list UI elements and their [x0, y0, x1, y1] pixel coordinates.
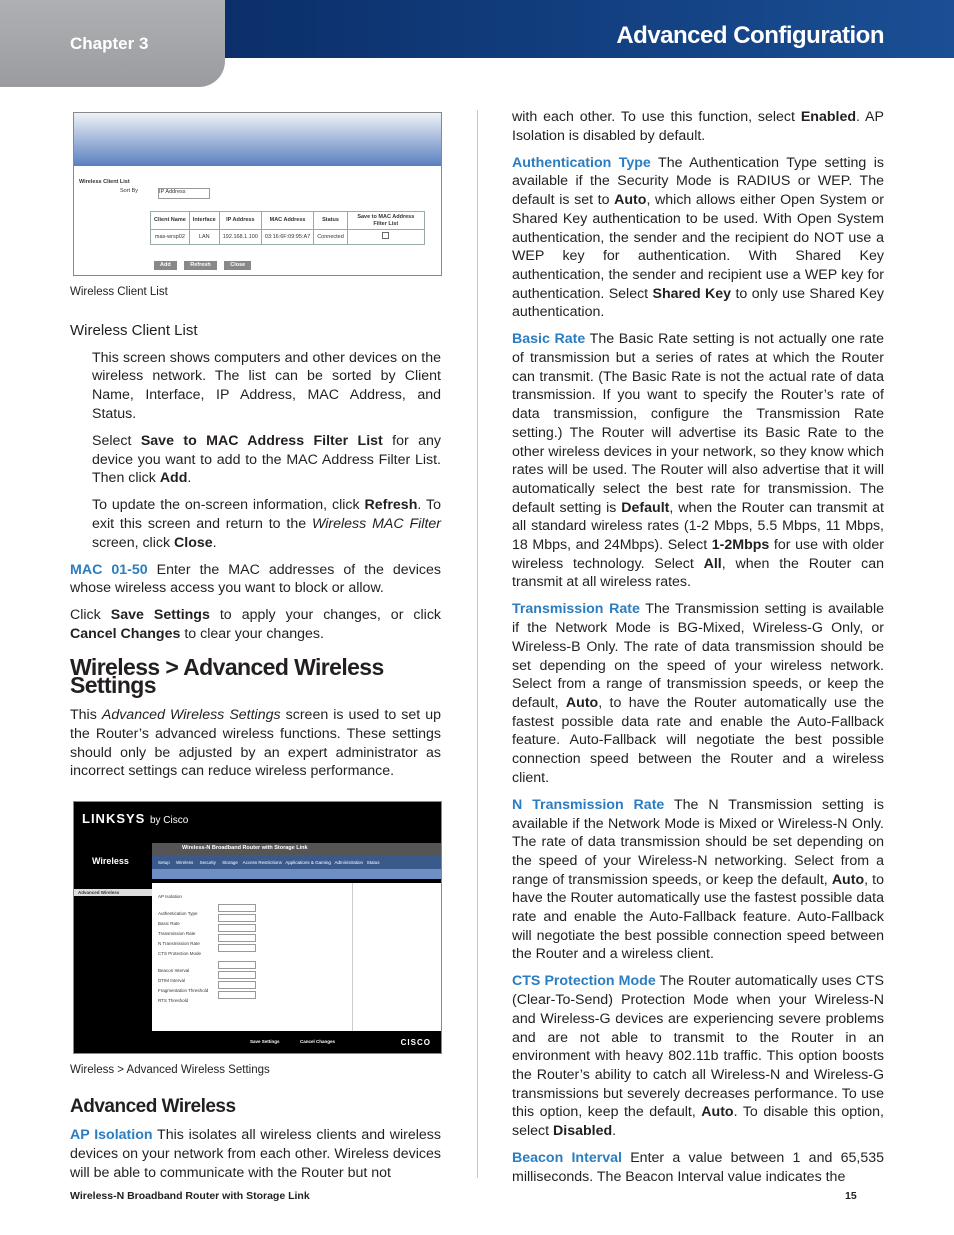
paragraph: This screen shows computers and other devices on the wireless network. The list can be sorted by Client Name, Interface, IP Address, MAC Address, and Status.	[92, 349, 441, 422]
page-title: Advanced Configuration	[616, 22, 884, 49]
cisco-logo: CISCO	[400, 1037, 431, 1047]
term-cts-protection-mode: CTS Protection Mode	[512, 973, 656, 990]
paragraph: This Advanced Wireless Settings screen is used to set up the Router’s advanced wireless functions. These settings should only be adjusted by an expert administrator as incorrect settings can reduce wireless performance.	[70, 707, 442, 780]
paragraph: MAC 01-50 Enter the MAC addresses of the devices whose wireless access you want to block or allow.	[70, 561, 441, 597]
paragraph: CTS Protection Mode The Router automatically uses CTS (Clear-To-Send) Protection Mode when your Wireless-N and Wireless-G devices are experiencing severe problems and are not able to transmit to the Router in an environment with heavy 802.11b traffic. This option boosts the Router’s ability to catch all Wireless-N and Wireless-G transmissions but severely decreases performance. To use this option, keep the default, Auto. To disable this option, select Disabled.	[512, 973, 884, 1140]
refresh-button-image: Refresh	[184, 261, 216, 270]
subsection-heading: Advanced Wireless	[70, 1095, 236, 1117]
right-column	[512, 108, 884, 1195]
figure-caption: Wireless Client List	[70, 286, 168, 298]
screenshot-header-band	[74, 113, 441, 166]
chapter-label: Chapter 3	[70, 34, 149, 53]
client-table-header: Client Name Interface IP Address MAC Address Status Save to MAC Address Filter List	[151, 212, 425, 230]
term-mac: MAC 01-50	[70, 561, 148, 578]
sort-by-label: Sort By	[120, 188, 139, 194]
add-button-image: Add	[154, 261, 177, 270]
paragraph: Beacon Interval Enter a value between 1 and 65,535 milliseconds. The Beacon Interval value indicates the	[512, 1150, 884, 1185]
wireless-client-list-screenshot	[73, 112, 442, 276]
paragraph: Transmission Rate The Transmission setting is available if the Network Mode is BG-Mixed, Wireless-G Only, or Wireless-B Only. The rate of data transmission should be set depending on the speed of your wireless network. Select from a range of transmission speeds, or keep the default, Auto, to have the Router automatically use the fastest possible data rate and enable the Auto-Fallback feature. Auto-Fallback will negotiate the best possible connection speed between the Router and a wireless client.	[512, 601, 884, 786]
client-table	[150, 211, 425, 245]
client-list-section-label: Wireless Client List	[79, 179, 130, 185]
screenshot-tabs: Setup Wireless Security Storage Access Restrictions Applications & Gaming Administration Status	[152, 855, 441, 869]
paragraph: Click Save Settings to apply your changes, or click Cancel Changes to clear your changes.	[70, 607, 442, 643]
term-n-transmission-rate: N Transmission Rate	[512, 796, 665, 813]
screenshot-buttons	[154, 261, 257, 270]
page-number: 15	[845, 1190, 857, 1202]
linksys-logo: LINKSYS by Cisco	[82, 810, 189, 826]
chapter-tab	[0, 0, 225, 87]
column-divider	[477, 110, 478, 1178]
screenshot-footer: Save Settings Cancel Changes	[74, 1031, 441, 1053]
footer-product: Wireless-N Broadband Router with Storage Link	[70, 1190, 310, 1202]
paragraph: Select Save to MAC Address Filter List for any device you want to add to the MAC Address Filter List. Then click Add.	[92, 432, 441, 487]
sort-by-select: IP Address	[158, 188, 210, 199]
paragraph: To update the on-screen information, click Refresh. To exit this screen and return to the Wireless MAC Filter screen, click Close.	[92, 497, 442, 551]
paragraph: Authentication Type The Authentication Type setting is available if the Security Mode is RADIUS or WEP. The default is set to Auto, which allows either Open System or Shared Key authentication to be used. With Open System authentication, the sender and the recipient do NOT use a WEP key for authentication. With Shared Key authentication, the sender and recipient use a WEP key for authentication. Select Shared Key to only use Shared Key authentication.	[512, 154, 884, 321]
wireless-section-label: Wireless	[92, 855, 129, 866]
filter-checkbox	[382, 232, 389, 239]
table-row: mas-wrsp02 LAN 192.168.1.100 03:16:6F:09:95:A7 Connected	[151, 230, 425, 245]
term-basic-rate: Basic Rate	[512, 331, 586, 348]
paragraph: with each other. To use this function, select Enabled. AP Isolation is disabled by default.	[512, 109, 884, 144]
left-column	[70, 112, 441, 1191]
paragraph: AP Isolation This isolates all wireless clients and wireless devices on your network from each other. Wireless devices will be able to communicate with the Router but not	[70, 1127, 441, 1181]
paragraph: Basic Rate The Basic Rate setting is not actually one rate of transmission but a series of rates at which the Router can transmit. (The Basic Rate is not the actual rate of data transmission. If you want to specify the Router’s rate of data transmission, configure the Transmission Rate setting.) The Router will advertise its Basic Rate to the other wireless devices in your network, so they know which rates will be used. The Router will also advertise that it will automatically select the best rate for transmission. The default setting is Default, when the Router can transmit at all standard wireless rates (1-2 Mbps, 5.5 Mbps, 11 Mbps, 18 Mbps, and 24Mbps). Select 1-2Mbps for use with older wireless technology. Select All, when the Router can transmit at all wireless rates.	[512, 331, 885, 591]
term-ap-isolation: AP Isolation	[70, 1127, 153, 1144]
section-heading: Wireless > Advanced Wireless Settings	[70, 653, 384, 699]
subheading-client-list: Wireless Client List	[70, 321, 198, 339]
figure-caption: Wireless > Advanced Wireless Settings	[70, 1063, 270, 1076]
close-button-image: Close	[224, 261, 251, 270]
term-beacon-interval: Beacon Interval	[512, 1150, 622, 1167]
term-transmission-rate: Transmission Rate	[512, 601, 640, 618]
paragraph: N Transmission Rate The N Transmission setting is available if the Network Mode is Mixed or Wireless-N Only. The rate of data transmission should be set depending on the speed of your Wireless-N networking. Select from a range of transmission speeds, or keep the default, Auto, to have the Router automatically use the fastest possible data rate and enable the Auto-Fallback feature. Auto-Fallback will negotiate the best possible connection speed between the Router and a wireless client.	[512, 796, 884, 963]
term-authentication-type: Authentication Type	[512, 154, 651, 171]
title-bar	[225, 0, 954, 58]
advanced-wireless-screenshot: LINKSYS by Cisco Wireless Wireless-N Broadband Router with Storage Link Setup Wireless Security Storage Access Restrictions Applications & Gaming Administration Status Advanced Wireless AP Isolation Authentication Type Basic Rate Transmission Rate N Transmission Rate CTS Protection Mode Beacon Interval DTIM Interval Fragmentation Threshold RTS Threshold Save Settings Cancel Changes CISCO	[73, 801, 442, 1054]
